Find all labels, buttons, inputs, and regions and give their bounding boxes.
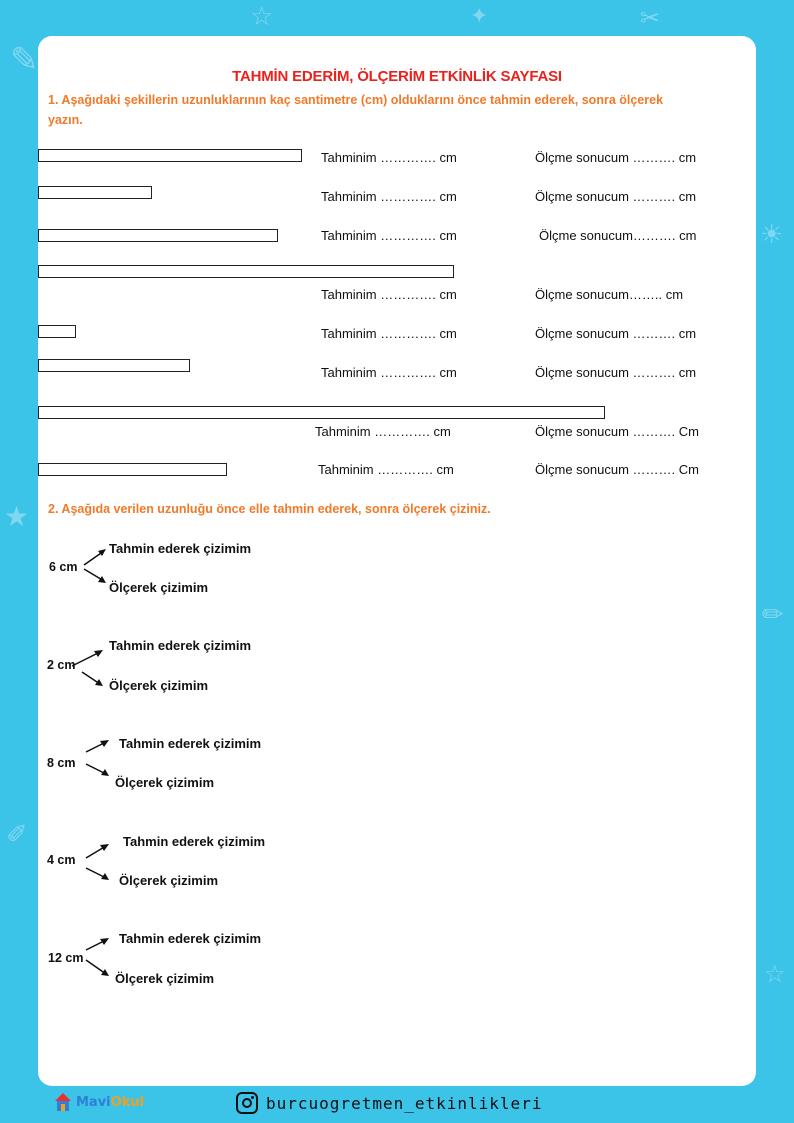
measure-label-2: Ölçme sonucum ………. cm — [535, 189, 697, 204]
split-arrows-3 — [84, 736, 114, 782]
guess-label-6: Tahminim …………. cm — [321, 365, 457, 380]
measure-bar-8 — [38, 463, 227, 476]
measure-label-5: Ölçme sonucum ………. cm — [535, 326, 697, 341]
page-footer — [0, 1092, 794, 1118]
length-label-2: 2 cm — [47, 658, 76, 672]
measure-bar-3 — [38, 229, 278, 242]
measure-bar-5 — [38, 325, 76, 338]
logo-text-okul: Okul — [110, 1094, 145, 1110]
length-label-1: 6 cm — [49, 560, 78, 574]
worksheet-page — [38, 36, 756, 1086]
length-label-4: 4 cm — [47, 853, 76, 867]
split-arrows-5 — [84, 932, 114, 982]
split-arrows-2 — [70, 646, 106, 692]
guess-label-7: Tahminim …………. cm — [315, 424, 451, 439]
split-arrows-4 — [84, 834, 114, 884]
question-1-heading-line2: yazın. — [48, 113, 83, 127]
guess-drawing-label-5: Tahmin ederek çizimim — [119, 931, 262, 946]
measure-bar-4 — [38, 265, 454, 278]
guess-drawing-label-3: Tahmin ederek çizimim — [119, 736, 262, 751]
page-title: TAHMİN EDERİM, ÖLÇERİM ETKİNLİK SAYFASI — [232, 68, 562, 85]
instagram-icon — [236, 1092, 258, 1114]
guess-label-8: Tahminim …………. cm — [318, 462, 454, 477]
measure-bar-2 — [38, 186, 152, 199]
instagram-handle: burcuogretmen_etkinlikleri — [266, 1093, 543, 1113]
question-1-heading-line1: 1. Aşağıdaki şekillerin uzunluklarının kaç santimetre (cm) olduklarını önce tahmin ederek, sonra ölçerek — [48, 93, 664, 107]
measure-drawing-label-2: Ölçerek çizimim — [109, 678, 208, 693]
measure-label-7: Ölçme sonucum ………. Cm — [535, 424, 699, 439]
measure-bar-1 — [38, 149, 302, 162]
measure-bar-6 — [38, 359, 190, 372]
guess-label-2: Tahminim …………. cm — [321, 189, 457, 204]
measure-label-8: Ölçme sonucum ………. Cm — [535, 462, 699, 477]
guess-drawing-label-1: Tahmin ederek çizimim — [109, 541, 252, 556]
measure-label-4: Ölçme sonucum…….. cm — [535, 287, 684, 302]
question-1-heading — [48, 90, 748, 130]
measure-label-6: Ölçme sonucum ………. cm — [535, 365, 697, 380]
guess-label-3: Tahminim …………. cm — [321, 228, 457, 243]
split-arrows-1 — [82, 541, 112, 587]
instagram-credit — [236, 1092, 542, 1114]
length-label-5: 12 cm — [48, 951, 84, 965]
measure-label-1: Ölçme sonucum ………. cm — [535, 150, 697, 165]
measure-drawing-label-1: Ölçerek çizimim — [109, 580, 208, 595]
mavi-okul-logo — [54, 1092, 144, 1112]
question-2-heading: 2. Aşağıda verilen uzunluğu önce elle tahmin ederek, sonra ölçerek çiziniz. — [48, 502, 491, 516]
length-label-3: 8 cm — [47, 756, 76, 770]
measure-bar-7 — [38, 406, 605, 419]
logo-text-mavi: Mavi — [76, 1094, 111, 1110]
measure-label-3: Ölçme sonucum………. cm — [539, 228, 697, 243]
measure-drawing-label-3: Ölçerek çizimim — [115, 775, 214, 790]
guess-drawing-label-4: Tahmin ederek çizimim — [123, 834, 266, 849]
measure-drawing-label-4: Ölçerek çizimim — [119, 873, 218, 888]
guess-label-1: Tahminim …………. cm — [321, 150, 457, 165]
guess-label-4: Tahminim …………. cm — [321, 287, 457, 302]
guess-label-5: Tahminim …………. cm — [321, 326, 457, 341]
house-icon — [54, 1092, 72, 1112]
measure-drawing-label-5: Ölçerek çizimim — [115, 971, 214, 986]
guess-drawing-label-2: Tahmin ederek çizimim — [109, 638, 252, 653]
